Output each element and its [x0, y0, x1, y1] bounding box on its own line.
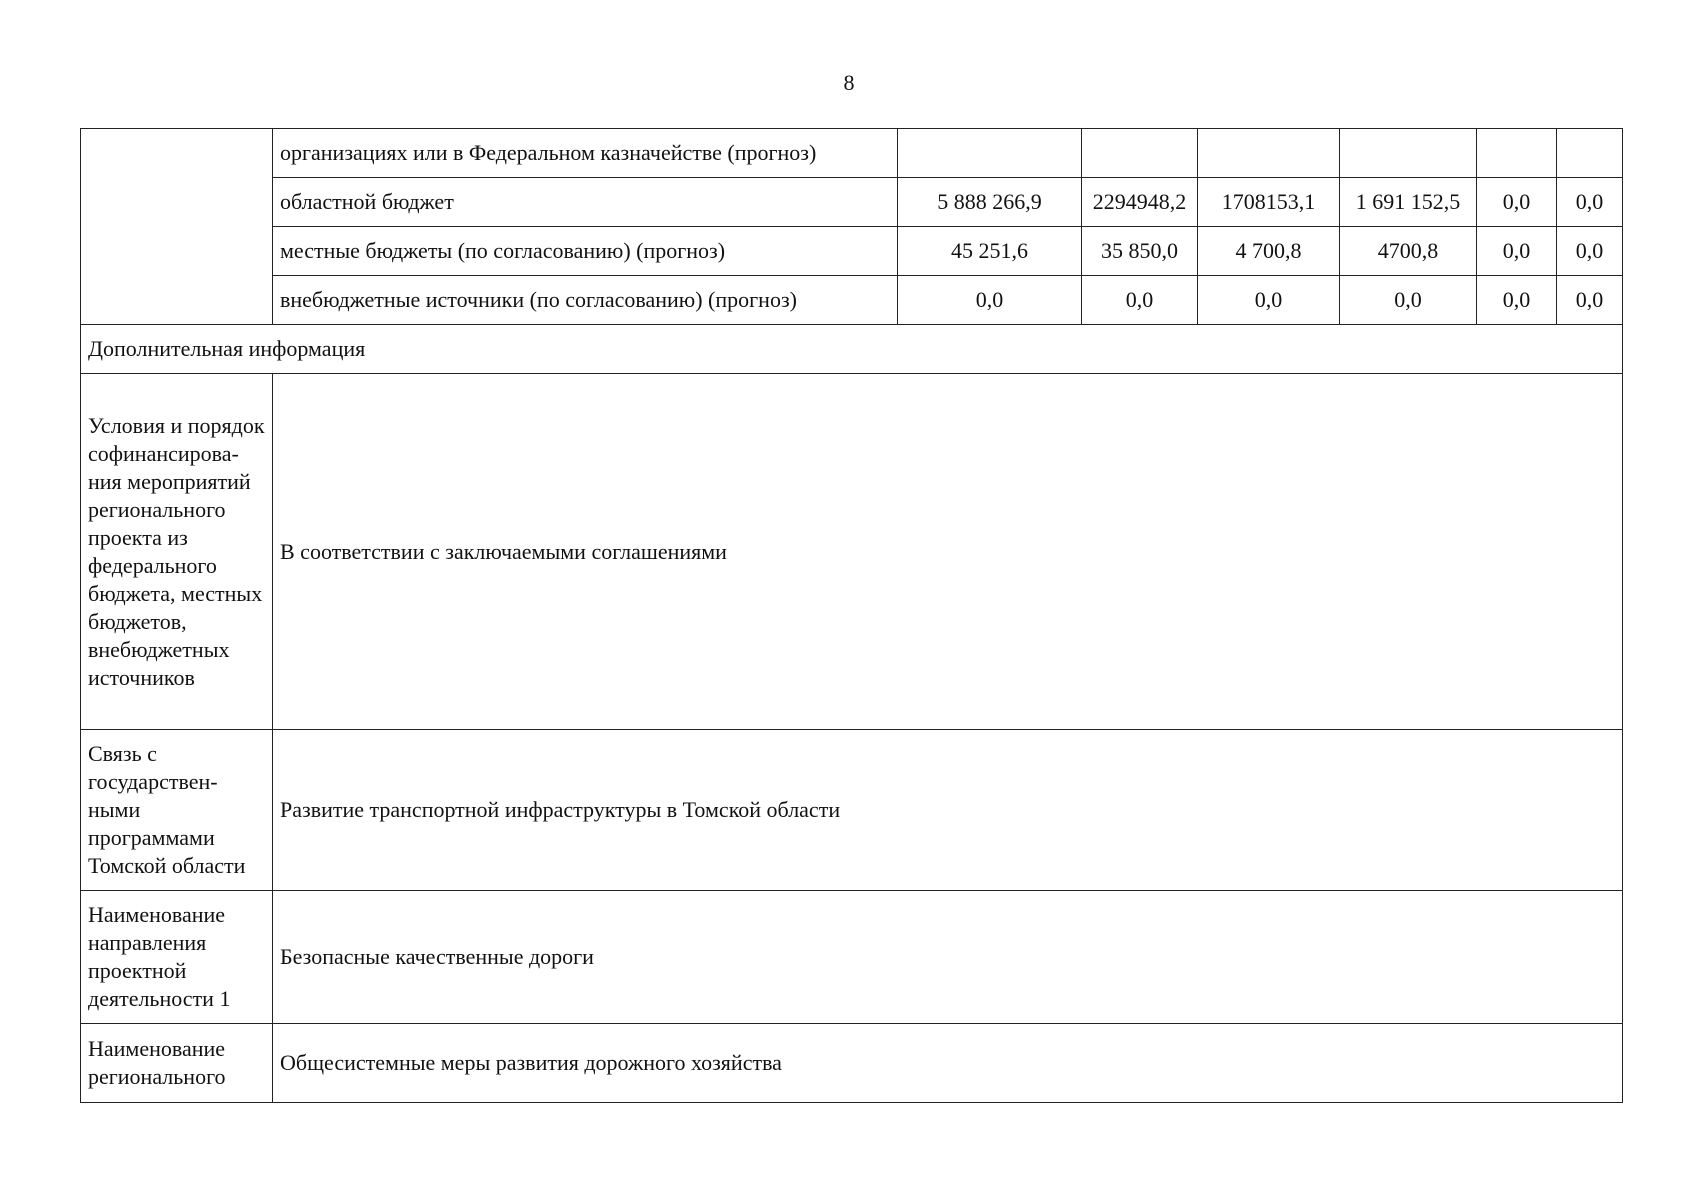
direction-label: Наименование направления проектной деятельности 1: [81, 891, 273, 1024]
regional-project-label: Наименование регионального: [81, 1024, 273, 1103]
funding-value: 0,0: [1557, 276, 1623, 325]
funding-label: организациях или в Федеральном казначействе (прогноз): [273, 129, 898, 178]
conditions-label: Условия и порядок софинансирова-ния мероприятий регионального проекта из федерального бюджета, местных бюджетов, внебюджетных источников: [81, 374, 273, 730]
funding-value: 5 888 266,9: [898, 178, 1082, 227]
funding-value: 0,0: [1340, 276, 1477, 325]
funding-value: 1708153,1: [1198, 178, 1340, 227]
state-programs-row: [81, 730, 1623, 891]
page-number: 8: [843, 70, 855, 95]
funding-value: [898, 129, 1082, 178]
funding-value: 0,0: [1198, 276, 1340, 325]
empty-cell: [81, 129, 273, 325]
state-programs-value: Развитие транспортной инфраструктуры в Томской области: [273, 730, 1623, 891]
funding-value: 4 700,8: [1198, 227, 1340, 276]
funding-label: местные бюджеты (по согласованию) (прогноз): [273, 227, 898, 276]
funding-row: [81, 129, 1623, 178]
funding-value: 2294948,2: [1082, 178, 1198, 227]
funding-value: 35 850,0: [1082, 227, 1198, 276]
additional-info-heading: Дополнительная информация: [81, 325, 1623, 374]
funding-value: 45 251,6: [898, 227, 1082, 276]
funding-value: [1340, 129, 1477, 178]
regional-project-value: Общесистемные меры развития дорожного хозяйства: [273, 1024, 1623, 1103]
funding-value: 0,0: [1477, 178, 1557, 227]
funding-value: [1082, 129, 1198, 178]
funding-value: 1 691 152,5: [1340, 178, 1477, 227]
funding-row: [81, 178, 1623, 227]
funding-value: [1477, 129, 1557, 178]
funding-value: 0,0: [1477, 227, 1557, 276]
funding-row: [81, 276, 1623, 325]
funding-label: областной бюджет: [273, 178, 898, 227]
funding-value: 0,0: [898, 276, 1082, 325]
funding-value: [1557, 129, 1623, 178]
conditions-value: В соответствии с заключаемыми соглашениями: [273, 374, 1623, 730]
state-programs-label: Связь с государствен-ными программами Томской области: [81, 730, 273, 891]
direction-value: Безопасные качественные дороги: [273, 891, 1623, 1024]
funding-value: 4700,8: [1340, 227, 1477, 276]
funding-label: внебюджетные источники (по согласованию) (прогноз): [273, 276, 898, 325]
funding-value: 0,0: [1557, 227, 1623, 276]
funding-value: 0,0: [1557, 178, 1623, 227]
funding-row: [81, 227, 1623, 276]
conditions-row: [81, 374, 1623, 730]
additional-info-row: [81, 325, 1623, 374]
direction-row: [81, 891, 1623, 1024]
funding-value: [1198, 129, 1340, 178]
funding-value: 0,0: [1477, 276, 1557, 325]
regional-project-row: [81, 1024, 1623, 1103]
passport-table: [80, 128, 1623, 1103]
funding-value: 0,0: [1082, 276, 1198, 325]
